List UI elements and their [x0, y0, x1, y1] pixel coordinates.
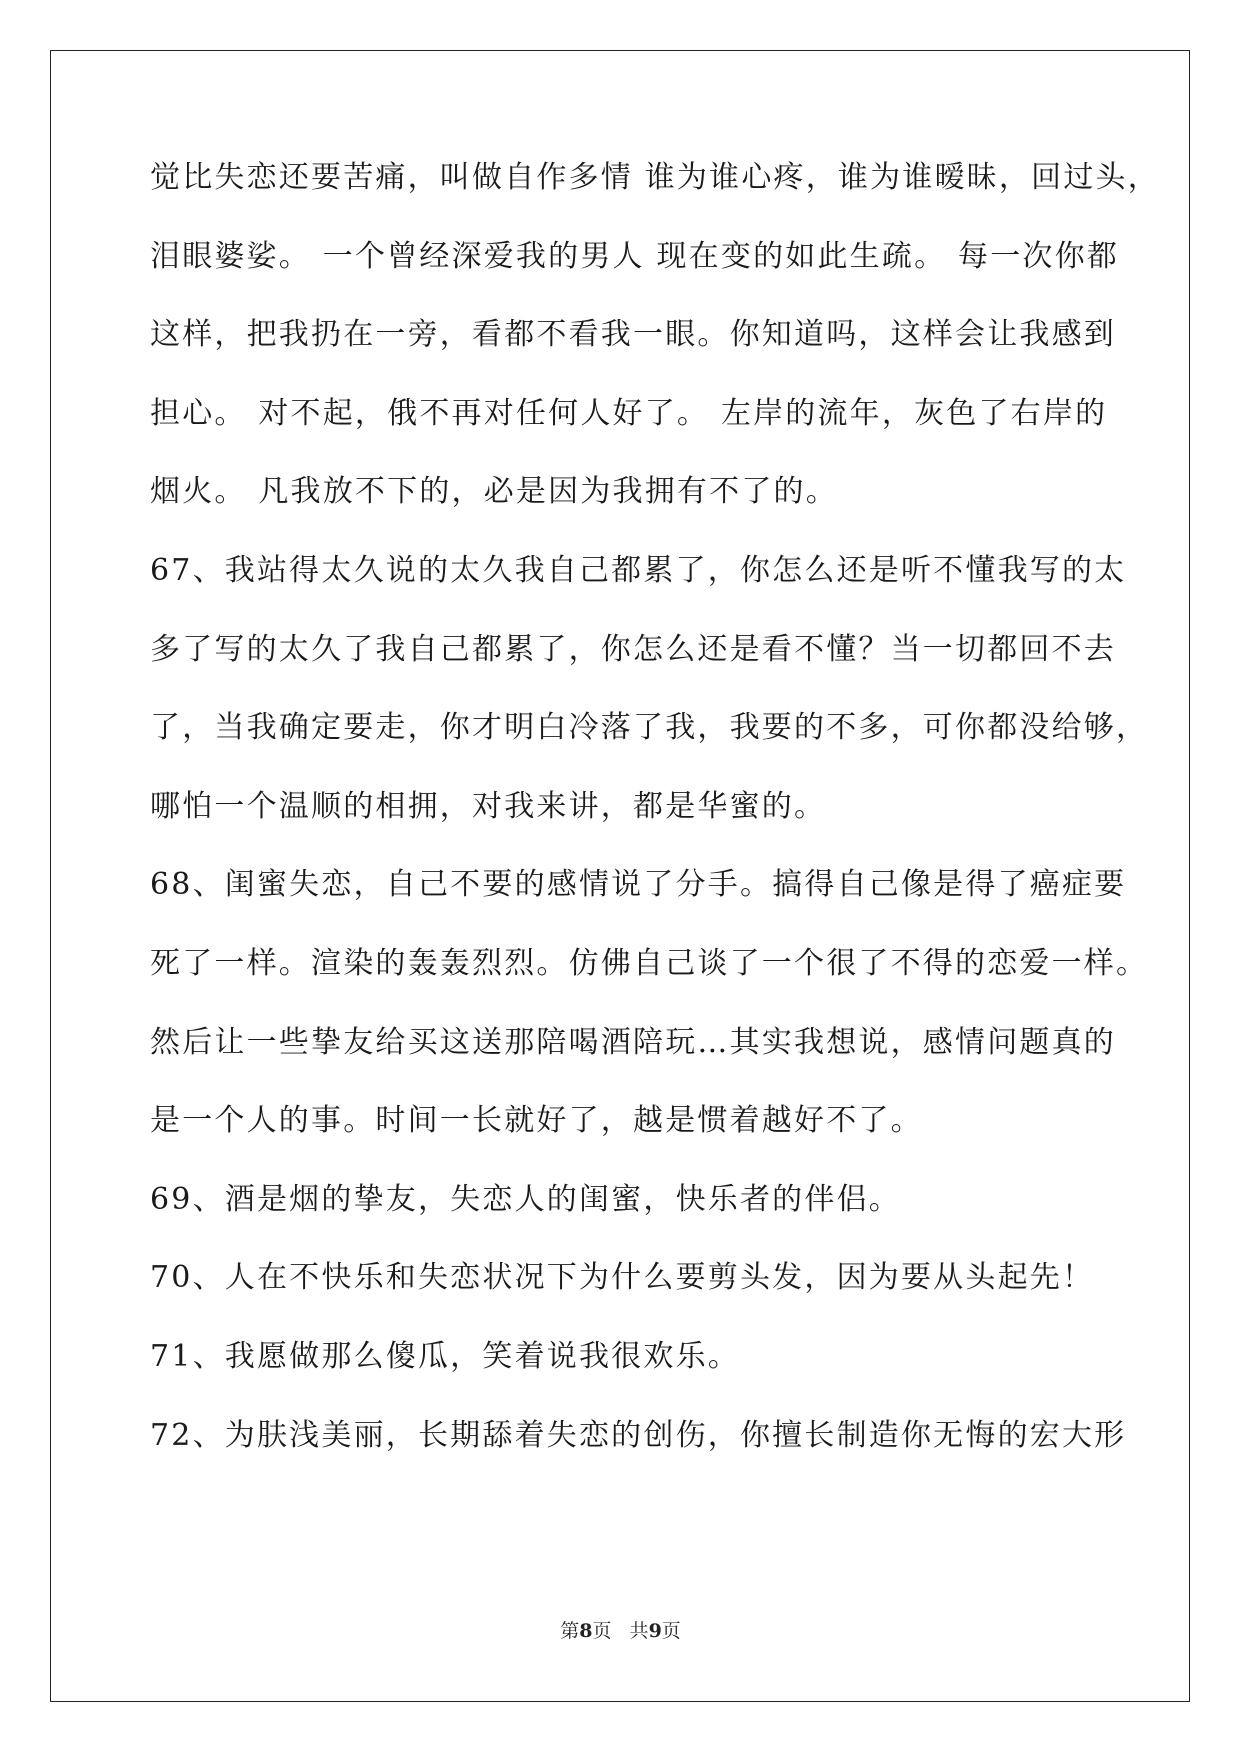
text-line: 死了一样。渲染的轰轰烈烈。仿佛自己谈了一个很了不得的恋爱一样。	[150, 945, 1149, 981]
text-line: 烟火。 凡我放不下的，必是因为我拥有不了的。	[150, 474, 838, 510]
text-line: 71、我愿做那么傻瓜，笑着说我很欢乐。	[150, 1338, 740, 1374]
current-page-number: 8	[579, 1620, 593, 1642]
text-line: 觉比失恋还要苦痛，叫做自作多情 谁为谁心疼，谁为谁暧昧，回过头，	[150, 160, 1160, 195]
text-line: 72、为肤浅美丽，长期舔着失恋的创伤，你擅长制造你无悔的宏大形	[150, 1417, 1127, 1453]
text-line: 这样，把我扔在一旁，看都不看我一眼。你知道吗，这样会让我感到	[150, 317, 1116, 353]
footer-mid: 页 共	[592, 1620, 649, 1642]
text-line: 了，当我确定要走，你才明白冷落了我，我要的不多，可你都没给够，	[150, 710, 1149, 746]
text-line: 泪眼婆娑。 一个曾经深爱我的男人 现在变的如此生疏。 每一次你都	[150, 238, 1120, 274]
text-line: 是一个人的事。时间一长就好了，越是惯着越好不了。	[150, 1103, 923, 1139]
document-body	[150, 160, 1160, 1496]
text-line: 69、酒是烟的挚友，失恋人的闺蜜，快乐者的伴侣。	[150, 1181, 901, 1217]
text-line: 然后让一些挚友给买这送那陪喝酒陪玩…其实我想说，感情问题真的	[150, 1024, 1116, 1060]
text-line: 哪怕一个温顺的相拥，对我来讲，都是华蜜的。	[150, 788, 827, 824]
footer-suffix: 页	[661, 1620, 681, 1642]
text-line: 68、闺蜜失恋，自己不要的感情说了分手。搞得自己像是得了癌症要	[150, 867, 1127, 903]
footer-prefix: 第	[560, 1620, 580, 1642]
text-line: 担心。 对不起，俄不再对任何人好了。 左岸的流年，灰色了右岸的	[150, 395, 1108, 431]
text-line: 67、我站得太久说的太久我自己都累了，你怎么还是听不懂我写的太	[150, 552, 1127, 588]
text-line: 多了写的太久了我自己都累了，你怎么还是看不懂？当一切都回不去	[150, 631, 1116, 667]
text-line: 70、人在不快乐和失恋状况下为什么要剪头发，因为要从头起先！	[150, 1260, 1095, 1296]
page-footer	[0, 1616, 1241, 1643]
total-page-number: 9	[648, 1620, 662, 1642]
